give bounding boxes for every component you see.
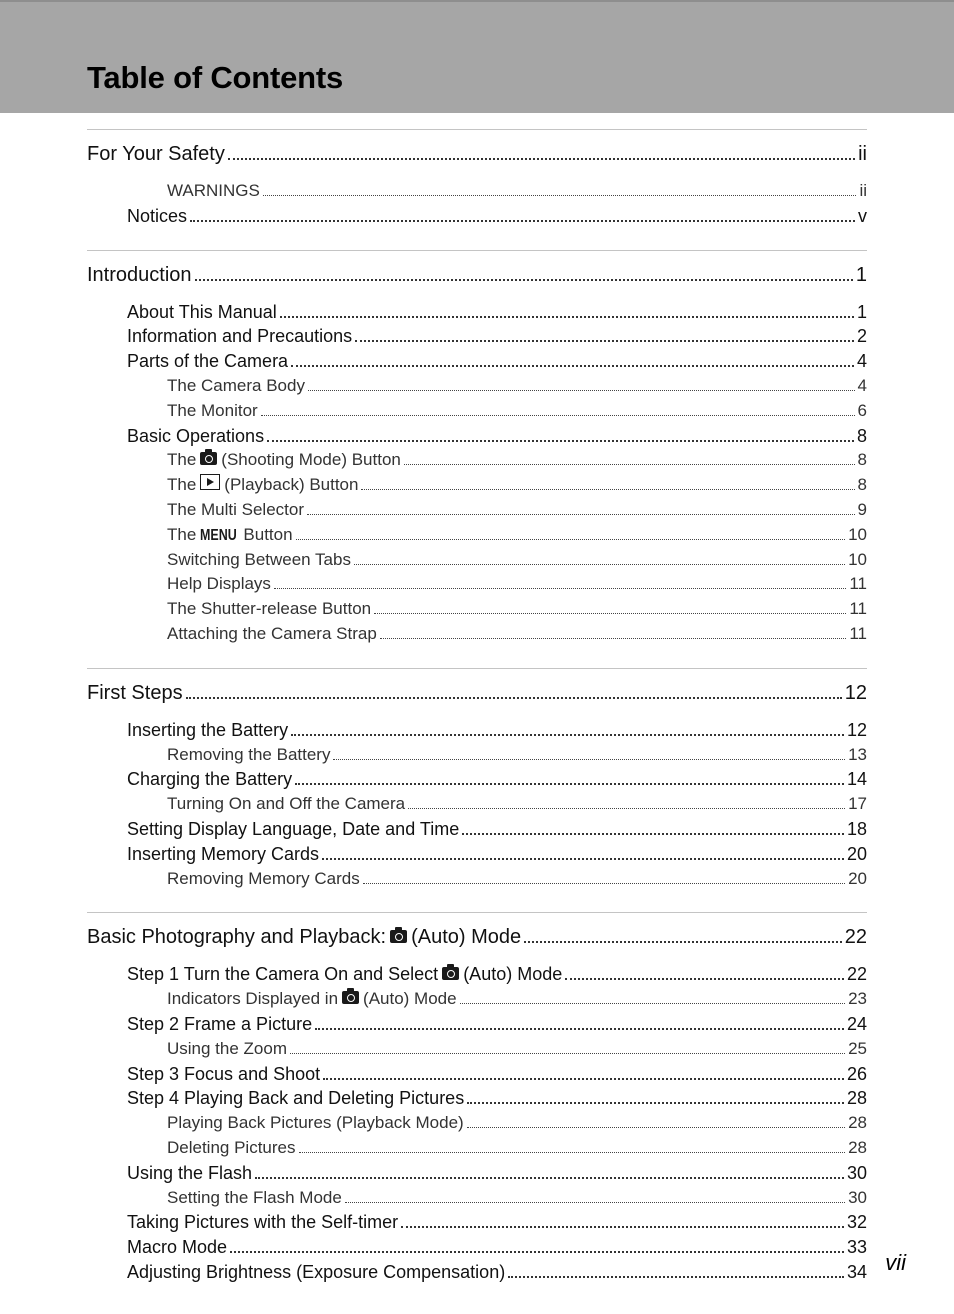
table-of-contents [87,129,867,1306]
toc-entry-title: Attaching the Camera Strap [167,623,377,643]
dot-leader [322,852,844,859]
dot-leader [508,1271,844,1278]
toc-page-number: 12 [844,681,867,704]
toc-entry-title: Adjusting Brightness (Exposure Compensation) [127,1261,506,1282]
toc-page-number: 8 [856,425,867,446]
toc-entry-title: Information and Precautions [127,326,353,347]
toc-page-number: 34 [846,1261,867,1282]
toc-entry[interactable] [87,743,867,768]
toc-entry[interactable] [87,842,867,867]
camera-mode-icon [390,930,407,943]
dot-leader [467,1122,845,1128]
dot-leader [308,385,855,391]
toc-entry-title: Inserting the Battery [127,719,289,740]
toc-entry-title: Using the Zoom [167,1038,287,1058]
toc-entry-title-text: (Auto) Mode [411,926,522,949]
toc-page-number: v [858,205,867,226]
toc-entry-title-text: Step 1 Turn the Camera On and Select [127,964,439,985]
toc-entry-title: Notices [127,205,188,226]
toc-entry[interactable] [87,1235,867,1260]
dot-leader [462,828,844,835]
page-number: vii [885,1250,906,1275]
toc-entry[interactable] [87,792,867,817]
menu-icon: MENU [200,526,238,544]
dot-leader [195,273,853,281]
toc-entry[interactable] [87,179,867,204]
toc-page-number: 1 [856,301,867,322]
toc-entry-title-text: Basic Photography and Playback: [87,926,387,949]
toc-page-number: 28 [846,1088,867,1109]
toc-entry-title [167,987,457,1012]
camera-mode-icon [442,967,459,980]
toc-page-number: 12 [846,719,867,740]
toc-entry-title: Setting the Flash Mode [167,1187,342,1207]
dot-leader [263,190,857,196]
dot-leader [190,214,855,221]
toc-entry-title: Deleting Pictures [167,1137,296,1157]
toc-section [87,129,867,229]
toc-entry[interactable] [87,259,867,292]
toc-page-number: 30 [846,1162,867,1183]
dot-leader [186,691,842,699]
toc-entry-title-text: The [167,450,197,470]
dot-leader [363,877,845,883]
toc-page-number: 13 [848,744,867,764]
toc-page-number: 11 [849,623,867,643]
header-band [0,0,954,113]
toc-page-number: 26 [846,1063,867,1084]
toc-entry-title: Removing Memory Cards [167,868,360,888]
toc-entry-title: Macro Mode [127,1237,228,1258]
toc-entry-title [167,473,358,498]
toc-entry-title: Inserting Memory Cards [127,843,320,864]
toc-entry[interactable] [87,204,867,229]
toc-entry[interactable] [87,1161,867,1186]
toc-entry[interactable] [87,349,867,374]
toc-page-number: 11 [849,599,867,619]
toc-entry[interactable] [87,867,867,892]
dot-leader [333,753,845,759]
dot-leader [261,410,855,416]
toc-entry-title: Help Displays [167,574,271,594]
toc-entry[interactable] [87,677,867,710]
toc-entry-title: The Multi Selector [167,499,304,519]
toc-page-number: 22 [846,964,867,985]
toc-entry[interactable] [87,473,867,498]
dot-leader [267,434,854,441]
toc-page-number: 30 [848,1187,867,1207]
toc-entry[interactable] [87,767,867,792]
toc-page-number: 23 [848,989,867,1009]
toc-page-number: 22 [844,926,867,949]
toc-page-number: 4 [857,375,867,395]
toc-entry[interactable] [87,448,867,473]
toc-entry[interactable] [87,324,867,349]
toc-page-number: 25 [848,1038,867,1058]
toc-page-number: 9 [857,499,867,519]
toc-entry[interactable] [87,987,867,1012]
dot-leader [355,335,854,342]
toc-page-number: 24 [846,1013,867,1034]
toc-entry[interactable] [87,1062,867,1087]
dot-leader [255,1171,844,1178]
toc-entry-title: Step 3 Focus and Shoot [127,1063,321,1084]
toc-entry-title: Basic Operations [127,425,265,446]
toc-entry[interactable] [87,548,867,573]
page-title: Table of Contents [87,60,344,95]
toc-entry-title: Step 2 Frame a Picture [127,1013,313,1034]
dot-leader [307,509,855,515]
toc-entry-title: Parts of the Camera [127,351,289,372]
toc-page-number: 8 [857,475,867,495]
toc-entry[interactable] [87,424,867,449]
toc-entry-title: About This Manual [127,301,277,322]
toc-entry-title: Turning On and Off the Camera [167,794,406,814]
dot-leader [291,360,854,367]
toc-entry-title: Removing the Battery [167,744,331,764]
toc-entry-title: WARNINGS [167,181,260,200]
toc-entry[interactable] [87,572,867,597]
dot-leader [404,459,855,465]
toc-entry-title-text: The [167,524,197,544]
toc-entry-title [87,921,521,954]
dot-leader [280,310,854,317]
dot-leader [361,484,854,490]
toc-entry[interactable] [87,1086,867,1111]
toc-entry[interactable] [87,921,867,954]
toc-page-number: 10 [848,549,867,569]
toc-entry[interactable] [87,1260,867,1285]
toc-entry[interactable] [87,498,867,523]
toc-entry[interactable] [87,399,867,424]
toc-entry-title: The Camera Body [167,375,305,395]
toc-entry-title: Switching Between Tabs [167,549,351,569]
dot-leader [374,608,846,614]
toc-page-number: 14 [846,769,867,790]
toc-entry[interactable] [87,597,867,622]
dot-leader [401,1221,844,1228]
toc-page-number: 20 [848,868,867,888]
dot-leader [274,583,846,589]
dot-leader [354,558,845,564]
toc-entry[interactable] [87,300,867,325]
toc-page-number: 28 [848,1137,867,1157]
toc-entry[interactable] [87,1186,867,1211]
toc-entry[interactable] [87,1012,867,1037]
toc-entry-title: Step 4 Playing Back and Deleting Pictures [127,1088,465,1109]
toc-page-number: 1 [855,263,867,286]
dot-leader [524,935,842,943]
toc-entry-title: The Monitor [167,400,258,420]
toc-entry[interactable] [87,1210,867,1235]
toc-entry[interactable] [87,523,867,548]
dot-leader [460,998,846,1004]
dot-leader [295,778,844,785]
toc-entry-title: First Steps [87,681,183,704]
toc-entry[interactable] [87,718,867,743]
toc-entry[interactable] [87,962,867,987]
toc-page-number: 33 [846,1237,867,1258]
playback-icon [200,474,220,490]
toc-entry-title [127,962,562,987]
dot-leader [323,1072,844,1079]
dot-leader [380,633,847,639]
toc-entry-title: For Your Safety [87,143,225,165]
toc-page-number: ii [858,143,867,165]
toc-page-number: 32 [846,1212,867,1233]
dot-leader [467,1097,844,1104]
toc-page-number: 8 [857,450,867,470]
dot-leader [230,1246,844,1253]
toc-page-number: 17 [848,794,867,814]
toc-entry-title [167,523,293,548]
toc-section [87,912,867,1284]
toc-entry[interactable] [87,138,867,171]
toc-page-number: 28 [848,1113,867,1133]
toc-entry-title [167,448,401,473]
dot-leader [291,728,844,735]
toc-entry[interactable] [87,1037,867,1062]
toc-entry-title-text: (Auto) Mode [363,989,457,1009]
toc-entry-title-text: (Playback) Button [224,475,359,495]
dot-leader [228,152,855,160]
toc-entry-title: Setting Display Language, Date and Time [127,818,460,839]
toc-page-number: 4 [856,351,867,372]
toc-entry-title-text: The [167,475,197,495]
toc-page-number: 11 [849,574,867,594]
toc-entry[interactable] [87,1136,867,1161]
toc-entry-title: Taking Pictures with the Self-timer [127,1212,399,1233]
toc-page-number: ii [859,181,867,200]
toc-entry-title: Charging the Battery [127,769,293,790]
toc-entry-title: The Shutter-release Button [167,599,372,619]
toc-entry[interactable] [87,622,867,647]
toc-entry-title-text: (Auto) Mode [463,964,563,985]
dot-leader [290,1048,845,1054]
toc-page-number: 18 [846,818,867,839]
toc-entry-title: Using the Flash [127,1162,253,1183]
toc-entry[interactable] [87,817,867,842]
toc-entry-title: Playing Back Pictures (Playback Mode) [167,1113,464,1133]
toc-page-number: 20 [846,843,867,864]
dot-leader [315,1023,844,1030]
toc-entry-title-text: Indicators Displayed in [167,989,339,1009]
toc-page-number: 2 [856,326,867,347]
toc-entry-title-text: Button [243,524,293,544]
toc-page-number: 6 [857,400,867,420]
toc-entry[interactable] [87,1111,867,1136]
dot-leader [408,803,845,809]
toc-section [87,668,867,892]
toc-section [87,250,867,647]
toc-entry-title-text: (Shooting Mode) Button [221,450,401,470]
camera-mode-icon [342,991,359,1004]
camera-mode-icon [200,452,217,465]
toc-entry[interactable] [87,374,867,399]
dot-leader [299,1147,846,1153]
dot-leader [565,973,844,980]
dot-leader [296,534,846,540]
toc-entry-title: Introduction [87,263,192,286]
dot-leader [345,1196,845,1202]
toc-page-number: 10 [848,524,867,544]
